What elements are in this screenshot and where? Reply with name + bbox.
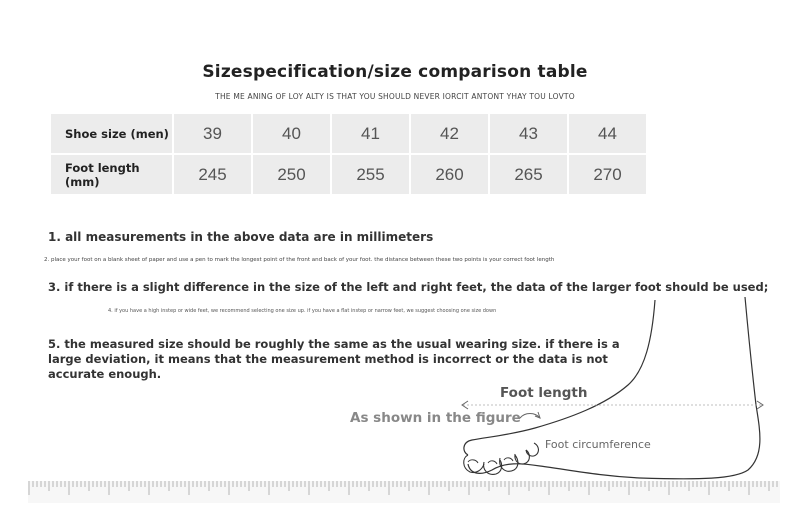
note-2: 2. place your foot on a blank sheet of paper and use a pen to mark the longest point of the front and back of your foot. the distance between these two points is your correct foot length (44, 257, 555, 263)
table-cell: 265 (490, 155, 567, 194)
table-cell: 270 (569, 155, 646, 194)
ruler (28, 481, 780, 503)
row-header-foot-length: Foot length (mm) (51, 155, 172, 194)
table-cell: 245 (174, 155, 251, 194)
as-shown-label: As shown in the figure (350, 410, 521, 426)
table-cell: 260 (411, 155, 488, 194)
row-header-shoe-size: Shoe size (men) (51, 114, 172, 153)
page-title: Sizespecification/size comparison table (202, 62, 588, 82)
foot-length-label: Foot length (500, 385, 588, 401)
page-subtitle: THE ME ANING OF LOY ALTY IS THAT YOU SHOULD NEVER IORCIT ANTONT YHAY TOU LOVTO (215, 92, 575, 101)
table-cell: 250 (253, 155, 330, 194)
table-cell: 41 (332, 114, 409, 153)
table-cell: 42 (411, 114, 488, 153)
table-cell: 44 (569, 114, 646, 153)
note-3: 3. if there is a slight difference in the size of the left and right feet, the data of the larger foot should be used; (48, 280, 769, 294)
foot-circumference-label: Foot circumference (545, 438, 651, 451)
note-1: 1. all measurements in the above data are in millimeters (48, 230, 434, 244)
table-cell: 39 (174, 114, 251, 153)
note-5: 5. the measured size should be roughly the same as the usual wearing size. if there is a large deviation, it means that the measurement method is incorrect or the data is not accurate enough. (48, 337, 620, 381)
note-4: 4. if you have a high instep or wide feet, we recommend selecting one size up. if you have a flat instep or narrow feet, we suggest choosing one size down (108, 308, 497, 314)
table-cell: 40 (253, 114, 330, 153)
table-cell: 43 (490, 114, 567, 153)
table-cell: 255 (332, 155, 409, 194)
